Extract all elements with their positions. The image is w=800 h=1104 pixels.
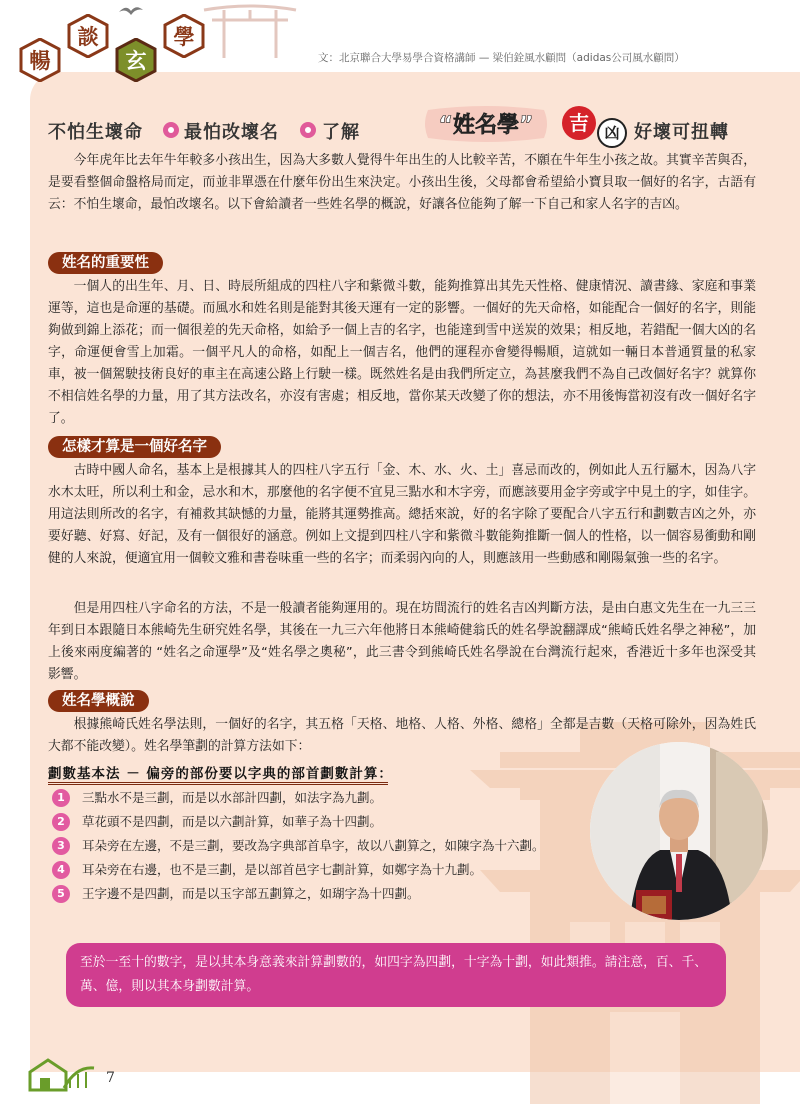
- intro-paragraph: 今年虎年比去年牛年較多小孩出生，因為大多數人覺得牛年出生的人比較辛苦，不願在牛年生小孩之故。其實辛苦與否，是要看整個命盤格局而定，而並非單憑在什麼年份出生來決定。小孩出生後，父母都會希望給小寶貝取一個好的名字，古語有云：不怕生壞命，最怕改壞名。以下會給讀者一些姓名學的概說，好讓各位能夠了解一下自己和家人名字的吉凶。: [48, 153, 756, 212]
- list-item-text: 耳朵旁在左邊，不是三劃，要改為字典部首阜字，故以八劃算之，如陳字為十六劃。: [82, 838, 545, 853]
- number-badge: 1: [52, 789, 70, 807]
- flower-bullet-icon: [300, 122, 316, 138]
- header-tile-3: [114, 38, 158, 82]
- section-2-paragraph-1: 古時中國人命名，基本上是根據其人的四柱八字五行「金、木、水、火、土」喜忌而改的，例如此人五行屬木，因為八字水木太旺，所以利土和金，忌水和木，那麼他的名字便不宜見三點水和木字旁，而應該要用金字旁或字中見土的字，如佳字。用這法則所改的名字，有補救其缺憾的力量，能將其運勢推高。總括來說，好的名字除了要配合八字五行和劃數吉凶之外，亦要好聽、好寫、好記，及有一個很好的涵意。例如上文提到四柱八字和紫微斗數能夠推斷一個人的性格，以一個容易衝動和剛健的人來說，便適宜用一個較文雅和書卷味重一些的名字；而柔弱內向的人，則應該用一些動感和剛陽氣強一些的名字。: [48, 463, 756, 566]
- list-item-text: 王字邊不是四劃，而是以玉字部五劃算之，如瑚字為十四劃。: [82, 886, 420, 901]
- flower-bullet-icon: [163, 122, 179, 138]
- number-badge: 3: [52, 837, 70, 855]
- note-text: 至於一至十的數字，是以其本身意義來計算劃數的，如四字為四劃，十字為十劃，如此類推。請注意，百、千、萬、億，則以其本身劃數計算。: [80, 955, 708, 994]
- section-heading-1: 姓名的重要性: [48, 252, 163, 274]
- header-tile-4: [162, 14, 206, 58]
- note-box: [66, 943, 726, 1007]
- title-part-3: 了解: [322, 122, 360, 143]
- title-bubble-text: “姓名學”: [438, 113, 534, 138]
- magazine-logo-icon: [26, 1052, 96, 1092]
- bird-silhouette-icon: [118, 2, 144, 22]
- header-tile-2-char: 談: [77, 24, 99, 49]
- number-badge: 4: [52, 861, 70, 879]
- header-tile-2: [66, 14, 110, 58]
- header-tile-1-char: 暢: [29, 48, 51, 73]
- page-number: 7: [106, 1070, 115, 1086]
- author-byline: 文：北京聯合大學易學合資格講師 — 梁伯銓風水顧問（adidas公司風水顧問）: [318, 52, 685, 64]
- number-badge: 5: [52, 885, 70, 903]
- section-1-paragraph: 一個人的出生年、月、日、時辰所組成的四柱八字和紫微斗數，能夠推算出其先天性格、健康情況、讀書緣、家庭和事業運等，這也是命運的基礎。而風水和姓名則是能對其後天運有一定的影響。一個好的先天命格，如能配合一個好的名字，則能夠做到錦上添花；而一個很差的先天命格，如給予一個上吉的名字，也能達到雪中送炭的效果；相反地，若錯配一個大凶的名字，命運便會雪上加霜。一個平凡人的命格，如配上一個吉名，他們的運程亦會變得暢順，這就如一輛日本普通質量的私家車，被一個駕駛技術良好的車主在高速公路上行駛一樣。既然姓名是由我們所定立，為甚麼我們不為自己改個好名字？就算你不相信姓名學的力量，用了其方法改名，亦沒有害處；相反地，當你某天改變了你的想法，亦不用後悔當初沒有改一個好名字了。: [48, 279, 756, 426]
- title-part-1: 不怕生壞命: [48, 122, 143, 143]
- section-heading-2: 怎樣才算是一個好名字: [48, 436, 221, 458]
- author-photo: [590, 742, 768, 920]
- stroke-rule-title: 劃數基本法 － 偏旁的部份要以字典的部首劃數計算：: [48, 766, 393, 782]
- article-title: [48, 104, 788, 148]
- section-heading-3: 姓名學概說: [48, 690, 149, 712]
- torii-gate-decoration: [200, 0, 300, 60]
- number-badge: 2: [52, 813, 70, 831]
- title-part-4: 好壞可扭轉: [634, 122, 729, 143]
- list-item-text: 草花頭不是四劃，而是以六劃計算，如華子為十四劃。: [82, 814, 383, 829]
- header-tile-1: [18, 38, 62, 82]
- header-tile-4-char: 學: [173, 24, 195, 49]
- ji-badge: 吉: [562, 106, 596, 140]
- section-3-paragraph: 根據熊崎氏姓名學法則，一個好的名字，其五格「天格、地格、人格、外格、總格」全都是吉數（天格可除外，因為姓氏大都不能改變）。姓名學筆劃的計算方法如下：: [48, 717, 756, 754]
- list-item-text: 三點水不是三劃，而是以水部計四劃，如法字為九劃。: [82, 790, 383, 805]
- xiong-badge: 凶: [597, 118, 627, 148]
- list-item-text: 耳朵旁在右邊，也不是三劃，是以部首邑字七劃計算，如鄭字為十九劃。: [82, 862, 483, 877]
- title-part-2: 最怕改壞名: [184, 122, 279, 143]
- content-panel: [30, 72, 800, 1072]
- section-2-paragraph-2: 但是用四柱八字命名的方法，不是一般讀者能夠運用的。現在坊間流行的姓名吉凶判斷方法，是由白惠文先生在一九三三年到日本跟隨日本熊崎先生研究姓名學，其後在一九三六年他將日本熊崎健翁氏的姓名學說翻譯成“熊崎氏姓名學之神秘”，加上後來兩度編著的 “姓名之命運學”及“姓名學之奧秘”，此三書令到熊崎氏姓名學說在台灣流行起來，香港近十多年也深受其影響。: [48, 601, 756, 682]
- rule-underline: [48, 782, 388, 785]
- title-bubble: [422, 104, 550, 144]
- header-tile-3-char: 玄: [125, 48, 147, 73]
